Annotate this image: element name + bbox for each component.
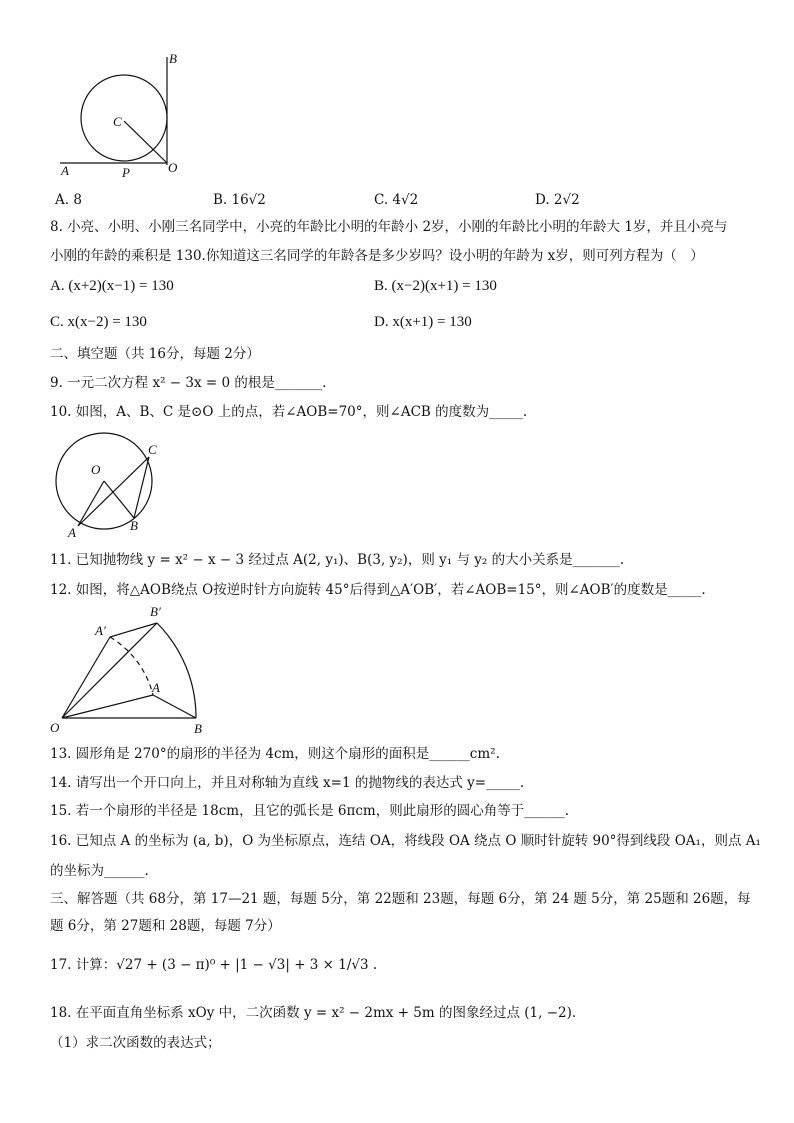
section-3-heading-line1: 三、解答题（共 68分，第 17—21 题，每题 5分，第 22题和 23题，每题 6分，第 24 题 5分，第 25题和 26题，每 bbox=[50, 891, 751, 907]
q12-label-a: A bbox=[152, 680, 160, 695]
q10-segment-ac bbox=[78, 457, 149, 526]
q17-text: 17. 计算：√27 + (3 − π)⁰ + |1 − √3| + 3 × 1/√3 . bbox=[50, 957, 378, 973]
q15-text: 15. 若一个扇形的半径是 18cm，且它的弧长是 6πcm，则此扇形的圆心角等于______. bbox=[50, 803, 569, 819]
q12-solid-arc bbox=[157, 623, 196, 718]
q7-label-p: P bbox=[122, 165, 130, 180]
q8-option-d[interactable]: D. x(x+1) = 130 bbox=[374, 314, 472, 330]
q7-circle bbox=[81, 75, 167, 161]
q7-option-a[interactable]: A. 8 bbox=[55, 192, 82, 208]
q7-label-a: A bbox=[61, 163, 69, 178]
q7-option-b[interactable]: B. 16√2 bbox=[213, 192, 266, 208]
q7-label-o: O bbox=[168, 160, 178, 175]
q12-figure bbox=[48, 600, 218, 738]
q12-segment-ab bbox=[153, 695, 196, 718]
section-2-heading: 二、填空题（共 16分，每题 2分） bbox=[50, 346, 260, 362]
q18-part1: （1）求二次函数的表达式； bbox=[50, 1035, 221, 1051]
q7-option-d[interactable]: D. 2√2 bbox=[535, 192, 580, 208]
q10-label-o: O bbox=[91, 462, 101, 477]
q11-text: 11. 已知抛物线 y = x² − x − 3 经过点 A(2, y₁)、B(3, y₂)，则 y₁ 与 y₂ 的大小关系是_______. bbox=[50, 552, 625, 568]
q14-text: 14. 请写出一个开口向上，并且对称轴为直线 x=1 的抛物线的表达式 y=_____. bbox=[50, 775, 525, 791]
q7-figure bbox=[55, 45, 195, 180]
q16-line1: 16. 已知点 A 的坐标为 (a, b)，O 为坐标原点，连结 OA，将线段 OA 绕点 O 顺时针旋转 90°得到线段 OA₁，则点 A₁ bbox=[50, 833, 761, 849]
q12-label-bp: B′ bbox=[150, 604, 161, 619]
q10-segment-oa bbox=[78, 481, 104, 526]
q12-segment-oa bbox=[62, 695, 153, 718]
q7-label-c: C bbox=[113, 114, 122, 129]
q9-text: 9. 一元二次方程 x² − 3x = 0 的根是_______. bbox=[50, 375, 327, 391]
q8-option-a[interactable]: A. (x+2)(x−1) = 130 bbox=[50, 278, 174, 294]
q16-line2: 的坐标为______. bbox=[50, 863, 149, 879]
section-3-heading-line2: 题 6分，第 27题和 28题，每题 7分） bbox=[50, 918, 281, 934]
q10-label-b: B bbox=[130, 518, 138, 533]
q10-label-a: A bbox=[68, 525, 76, 540]
q12-label-ap: A′ bbox=[95, 623, 106, 638]
q8-option-b[interactable]: B. (x−2)(x+1) = 130 bbox=[374, 278, 497, 294]
q7-segment-co bbox=[124, 121, 167, 163]
q7-label-b: B bbox=[169, 51, 177, 66]
q10-text: 10. 如图，A、B、C 是⊙O 上的点，若∠AOB=70°，则∠ACB 的度数为_____. bbox=[50, 404, 528, 420]
q8-option-c[interactable]: C. x(x−2) = 130 bbox=[50, 314, 147, 330]
q8-stem-line1: 8. 小亮、小明、小刚三名同学中，小亮的年龄比小明的年龄小 2岁，小刚的年龄比小明的年龄大 1岁，并且小亮与 bbox=[50, 219, 728, 235]
q12-text: 12. 如图，将△AOB绕点 O按逆时针方向旋转 45°后得到△A′OB′，若∠AOB=15°，则∠AOB′的度数是_____. bbox=[50, 582, 706, 598]
q10-segment-bc bbox=[134, 457, 149, 518]
q10-label-c: C bbox=[148, 442, 157, 457]
q13-text: 13. 圆形角是 270°的扇形的半径为 4cm，则这个扇形的面积是______cm². bbox=[50, 746, 500, 762]
q10-figure bbox=[50, 428, 165, 540]
q18-text: 18. 在平面直角坐标系 xOy 中，二次函数 y = x² − 2mx + 5m 的图象经过点 (1, −2). bbox=[50, 1005, 577, 1021]
q12-label-b: B bbox=[194, 721, 202, 736]
q8-stem-line2: 小刚的年龄的乘积是 130.你知道这三名同学的年龄各是多少岁吗？设小明的年龄为 x岁，则可列方程为（ ） bbox=[50, 248, 704, 264]
q12-label-o: O bbox=[50, 720, 60, 735]
q7-option-c[interactable]: C. 4√2 bbox=[374, 192, 419, 208]
q12-dashed-arc bbox=[110, 637, 153, 695]
